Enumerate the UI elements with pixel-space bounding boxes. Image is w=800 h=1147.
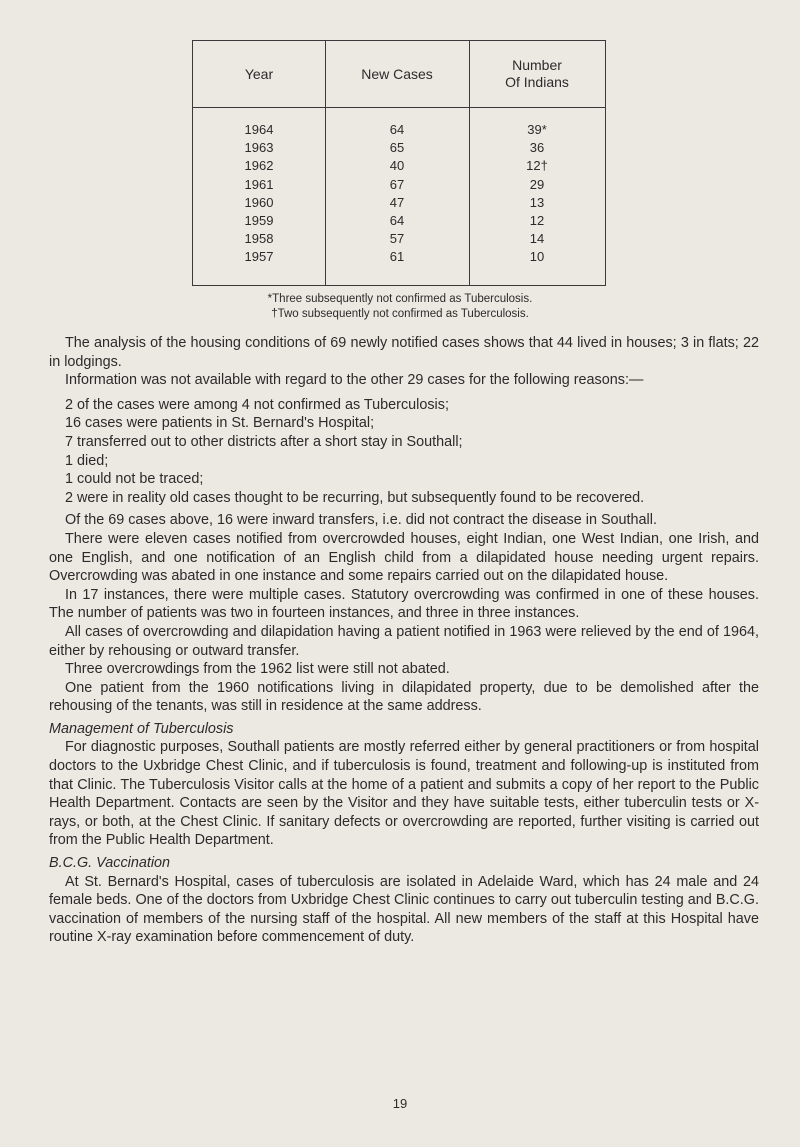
section-heading: B.C.G. Vaccination xyxy=(49,855,171,872)
table-cell: 14 xyxy=(529,231,545,247)
list-item: 1 could not be traced; xyxy=(65,471,204,488)
list-item: 16 cases were patients in St. Bernard's Hospital; xyxy=(65,415,375,432)
header-indians-line1: Number xyxy=(512,57,562,73)
table-cell: 1964 xyxy=(244,122,274,137)
table-cell: 12† xyxy=(526,158,548,174)
table-cell: 36 xyxy=(529,140,545,156)
list-item: 7 transferred out to other districts after a short stay in Southall; xyxy=(65,433,463,450)
table-cell: 1961 xyxy=(244,176,274,192)
table-cell: 1958 xyxy=(244,231,274,247)
list-item: 2 of the cases were among 4 not confirmed as Tuberculosis; xyxy=(65,396,449,413)
paragraph: In 17 instances, there were multiple cases. Statutory overcrowding was confirmed in one of these houses. The number of patients was two in fourteen instances, and three in three instances. xyxy=(49,586,759,622)
header-year: Year xyxy=(244,65,274,82)
table-cell: 67 xyxy=(389,176,405,192)
table-cell: 64 xyxy=(389,122,405,137)
list-item: 1 died; xyxy=(65,452,109,469)
column-new-cases xyxy=(325,121,469,267)
paragraph: Information was not available with regard to the other 29 cases for the following reasons:— xyxy=(65,372,644,389)
header-new-cases: New Cases xyxy=(361,65,433,82)
paragraph: The analysis of the housing conditions of 69 newly notified cases shows that 44 lived in houses; 3 in flats; 22 in lodgings. xyxy=(49,335,759,370)
table-cell: 1962 xyxy=(244,158,274,174)
table-cell: 40 xyxy=(389,158,405,174)
table-cell: 13 xyxy=(529,194,545,210)
paragraph: For diagnostic purposes, Southall patients are mostly referred either by general practitioners or from hospital doctors to the Uxbridge Chest Clinic, and if tuberculosis is found, treatment and following-up is instituted from that Clinic. The Tuberculosis Visitor calls at the home of a patient and submits a copy of her report to the Public Health Department. Contacts are seen by the Visitor and they have suitable tests, either tuberculin tests or X-rays, or both, at the Chest Clinic. If sanitary defects or overcrowding are reported, further visiting is carried out from the Public Health Department. xyxy=(49,739,759,849)
table-cell: 1960 xyxy=(244,194,274,210)
table-cell: 39* xyxy=(527,122,547,137)
cases-table xyxy=(192,40,606,286)
table-cell: 65 xyxy=(389,140,405,156)
table-cell: 10 xyxy=(529,249,545,265)
section-heading: Management of Tuberculosis xyxy=(49,720,234,737)
table-cell: 61 xyxy=(389,249,405,265)
page-number: 19 xyxy=(392,1096,408,1111)
list-item xyxy=(49,489,759,508)
body-text xyxy=(49,334,759,947)
table-cell: 12 xyxy=(529,212,545,228)
list-item-text: 2 were in reality old cases thought to be recurring, but subsequently found to be recovered. xyxy=(65,489,645,506)
paragraph: There were eleven cases notified from overcrowded houses, eight Indian, one West Indian, one Irish, and one English, and one notification of an English child from a dilapidated house needing urgent repairs. Overcrowding was abated in one instance and some repairs carried out on the dilapidated house. xyxy=(49,530,759,585)
reasons-list xyxy=(49,396,759,508)
paragraph: Three overcrowdings from the 1962 list were still not abated. xyxy=(65,661,450,678)
column-year xyxy=(193,121,325,267)
paragraph: At St. Bernard's Hospital, cases of tuberculosis are isolated in Adelaide Ward, which has 24 male and 24 female beds. One of the doctors from Uxbridge Chest Clinic continues to carry out tuberculin testing and B.C.G. vaccination of members of the nursing staff of the hospital. All new members of the staff at this Hospital have routine X-ray examination before commencement of duty. xyxy=(49,873,759,946)
paragraph: All cases of overcrowding and dilapidation having a patient notified in 1963 were relieved by the end of 1964, either by rehousing or outward transfer. xyxy=(49,623,759,659)
table-header-rule xyxy=(193,107,605,108)
table-cell: 47 xyxy=(389,194,405,210)
footnote: †Two subsequently not confirmed as Tuberculosis. xyxy=(271,308,529,320)
table-cell: 1963 xyxy=(244,140,274,156)
header-indians-line2: Of Indians xyxy=(505,74,569,90)
paragraph: One patient from the 1960 notifications living in dilapidated property, due to be demolished after the rehousing of the tenants, was still in residence at the same address. xyxy=(49,679,759,715)
table-cell: 64 xyxy=(389,212,405,228)
table-cell: 1957 xyxy=(244,249,274,265)
footnote: *Three subsequently not confirmed as Tuberculosis. xyxy=(267,293,533,305)
table-cell: 57 xyxy=(389,231,405,247)
column-number-of-indians xyxy=(469,121,605,267)
paragraph: Of the 69 cases above, 16 were inward transfers, i.e. did not contract the disease in Southall. xyxy=(65,512,657,529)
table-cell: 29 xyxy=(529,176,545,192)
header-number-of-indians xyxy=(469,41,605,107)
table-cell: 1959 xyxy=(244,212,274,228)
